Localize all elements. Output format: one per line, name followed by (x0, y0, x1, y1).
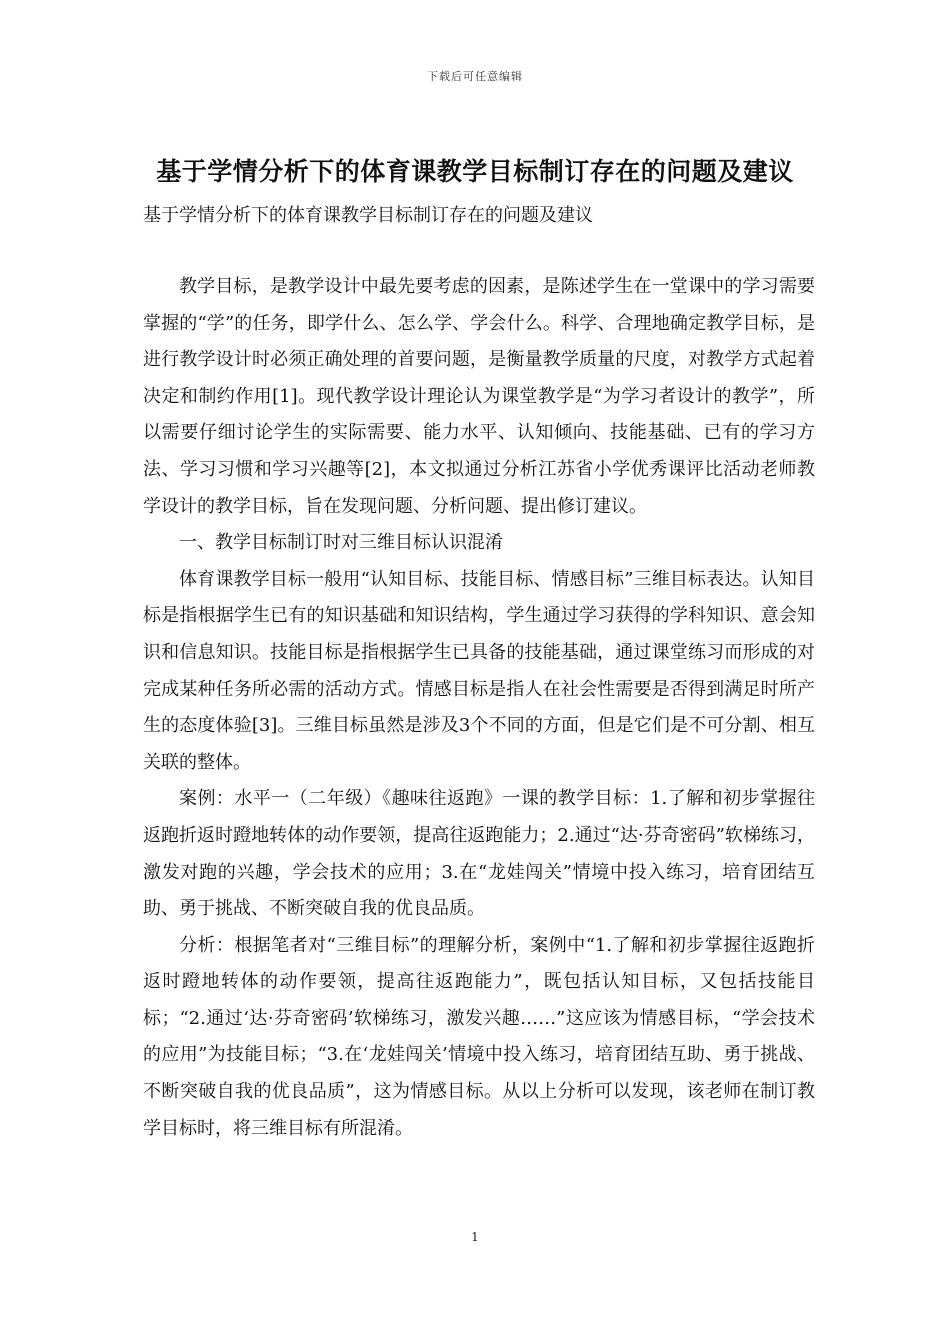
page-number: 1 (471, 1230, 479, 1244)
document-subtitle: 基于学情分析下的体育课教学目标制订存在的问题及建议 (143, 205, 593, 226)
paragraph-analysis: 分析：根据笔者对“三维目标”的理解分析，案例中“1.了解和初步掌握往返跑折返时蹬地转体的动作要领，提高往返跑能力”，既包括认知目标，又包括技能目标；“2.通过‘达·芬奇密码’软梯练习，激发兴趣……”这应该为情感目标，“学会技术的应用”为技能目标；“3.在‘龙娃闯关’情境中投入练习，培育团结互助、勇于挑战、不断突破自我的优良品质”，这为情感目标。从以上分析可以发现，该老师在制订教学目标时，将三维目标有所混淆。 (143, 934, 815, 1139)
document-title: 基于学情分析下的体育课教学目标制订存在的问题及建议 (156, 157, 794, 186)
paragraph-intro: 教学目标，是教学设计中最先要考虑的因素，是陈述学生在一堂课中的学习需要掌握的“学”的任务，即学什么、怎么学、学会什么。科学、合理地确定教学目标，是进行教学设计时必须正确处理的首要问题，是衡量教学质量的尺度，对教学方式起着决定和制约作用[1]。现代教学设计理论认为课堂教学是“为学习者设计的教学”，所以需要仔细讨论学生的实际需要、能力水平、认知倾向、技能基础、已有的学习方法、学习习惯和学习兴趣等[2]，本文拟通过分析江苏省小学优秀课评比活动老师教学设计的教学目标，旨在发现问题、分析问题、提出修订建议。 (143, 276, 815, 517)
paragraph-three-dimensional-goals: 体育课教学目标一般用“认知目标、技能目标、情感目标”三维目标表达。认知目标是指根据学生已有的知识基础和知识结构，学生通过学习获得的学科知识、意会知识和信息知识。技能目标是指根据学生已具备的技能基础，通过课堂练习而形成的对完成某种任务所必需的活动方式。情感目标是指人在社会性需要是否得到满足时所产生的态度体验[3]。三维目标虽然是涉及3个不同的方面，但是它们是不可分割、相互关联的整体。 (143, 568, 815, 773)
document-body (143, 269, 815, 1147)
header-note: 下载后可任意编辑 (427, 70, 523, 83)
section-heading-1: 一、教学目标制订时对三维目标认识混淆 (179, 532, 503, 554)
paragraph-case: 案例：水平一（二年级）《趣味往返跑》一课的教学目标：1.了解和初步掌握往返跑折返时蹬地转体的动作要领，提高往返跑能力；2.通过“达·芬奇密码”软梯练习，激发对跑的兴趣，学会技术的应用；3.在“龙娃闯关”情境中投入练习，培育团结互助、勇于挑战、不断突破自我的优良品质。 (143, 788, 815, 920)
